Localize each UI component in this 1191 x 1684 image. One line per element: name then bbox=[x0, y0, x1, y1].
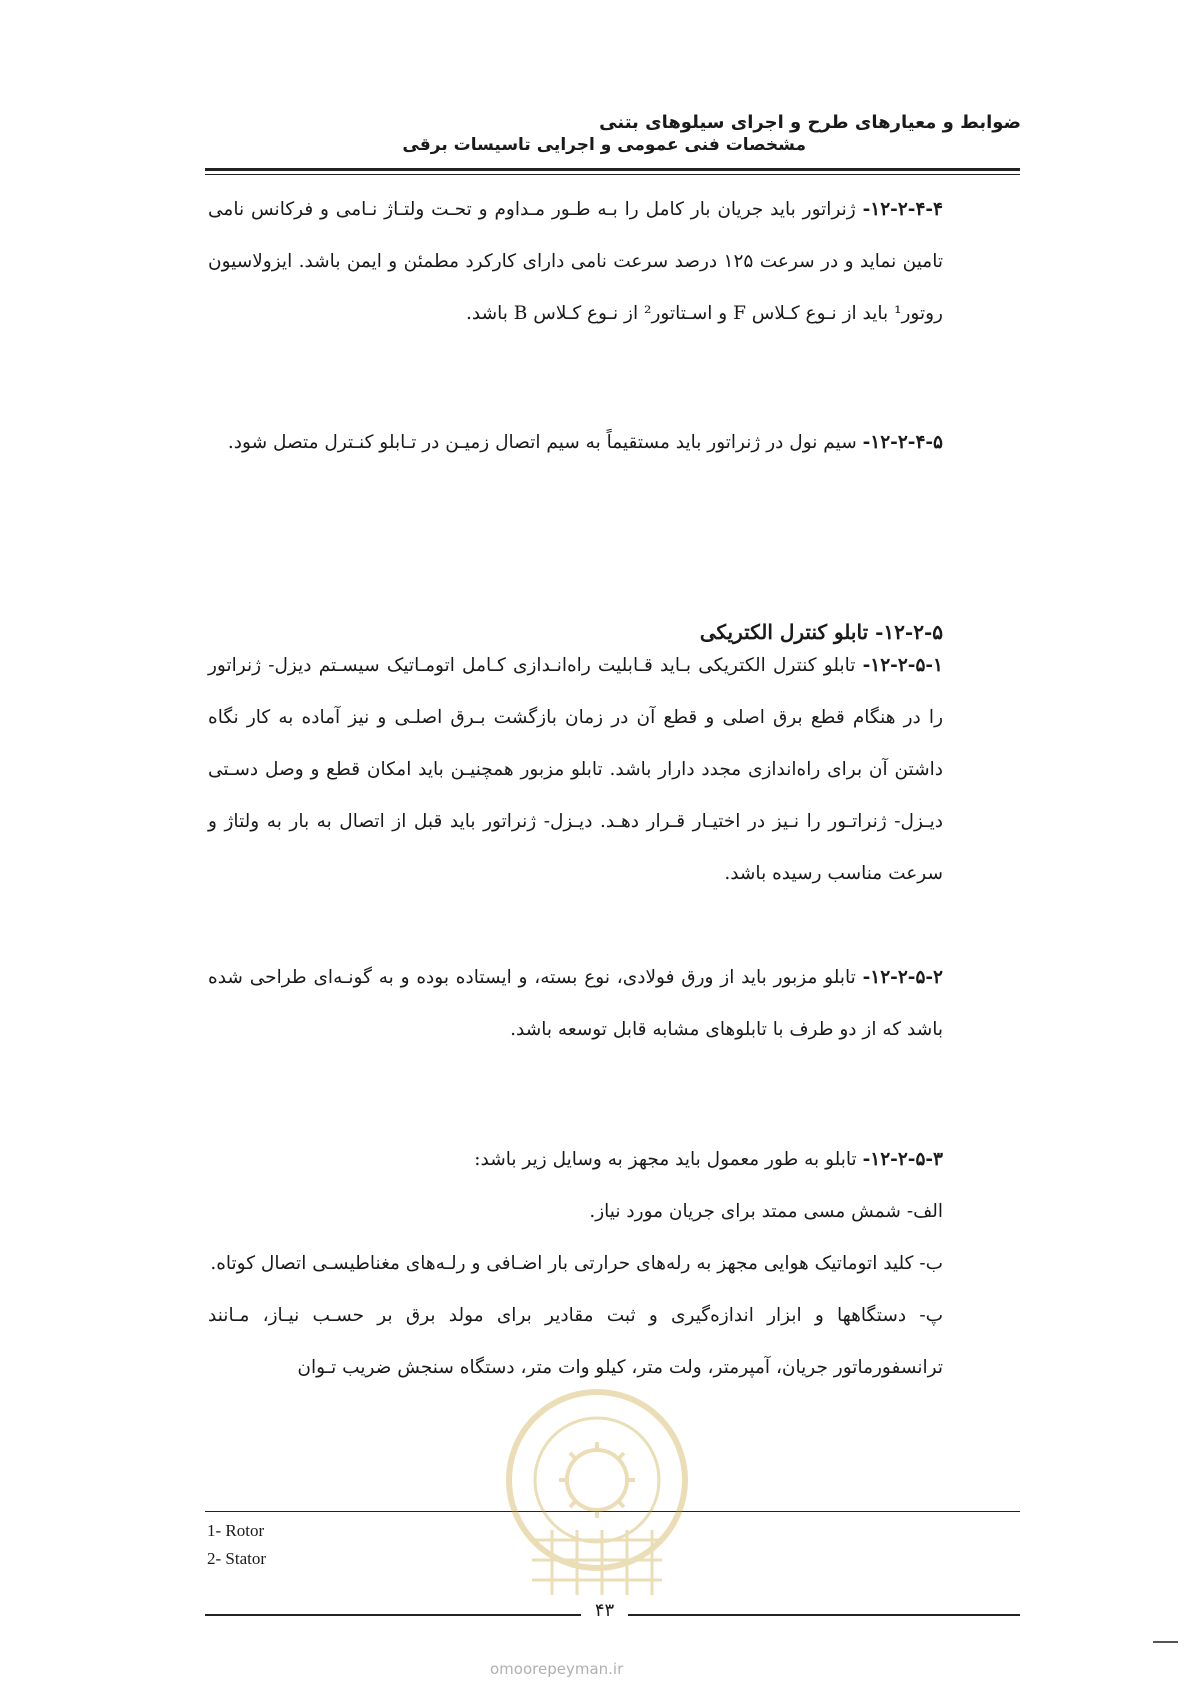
footer-rule-right bbox=[628, 1614, 1020, 1616]
paragraph-text: تابلو کنترل الکتریکی بـاید قـابلیت راه‌انـدازی کـامل اتومـاتیک سیسـتم دیزل- ژنراتور را در هنگام قطع برق اصلی و قطع آن در زمان بازگشت بـرق اصلـی و نیز آماده به کار نگاه داشتن آن برای راه‌اندازی مجدد دارار باشد. تابلو مزبور همچنیـن باید امکان قطع و وصل دسـتی دیـزل- ژنراتـور را نـیز در اختیـار قـرار دهـد. دیـزل- ژنراتور باید قبل از اتصال به بار به ولتاژ و سرعت مناسب رسیده باشد. bbox=[208, 655, 943, 884]
header-rule-thick bbox=[205, 168, 1020, 171]
paragraph-number: ۱۲-۲-۵-۳- bbox=[862, 1149, 943, 1170]
paragraph-12-2-5-2 bbox=[208, 952, 943, 1056]
paragraph-12-2-5-1 bbox=[208, 640, 943, 900]
footnote-item: 1- Rotor bbox=[207, 1521, 265, 1540]
footnotes bbox=[207, 1517, 266, 1573]
section-heading: ۱۲-۲-۵- تابلو کنترل الکتریکی bbox=[699, 620, 943, 644]
watermark-seal-icon bbox=[492, 1380, 702, 1610]
paragraph-text: تابلو مزبور باید از ورق فولادی، نوع بسته، و ایستاده بوده و به گونـه‌ای طراحی شده باشد که از دو طرف با تابلوهای مشابه قابل توسعه باشد. bbox=[208, 967, 943, 1040]
paragraph-12-2-4-5 bbox=[208, 417, 943, 469]
list-item: پ- دستگاهها و ابزار اندازه‌گیری و ثبت مقادیر برای مولد برق بر حسـب نیـاز، مـانند ترانسفورماتور جریان، آمپرمتر، ولت متر، کیلو وات متر، دستگاه سنجش ضریب تـوان bbox=[208, 1305, 943, 1378]
footnote-item: 2- Stator bbox=[207, 1549, 267, 1568]
page-number: ۴۳ bbox=[594, 1600, 615, 1621]
list-item: ب- کلید اتوماتیک هوایی مجهز به رله‌های حرارتی بار اضـافی و رلـه‌های مغناطیسـی اتصال کوتاه. bbox=[210, 1253, 943, 1274]
paragraph-text: سیم نول در ژنراتور باید مستقیماً به سیم اتصال زمیـن در تـابلو کنـترل متصل شود. bbox=[227, 432, 863, 453]
paragraph-number: ۱۲-۲-۴-۵- bbox=[862, 432, 943, 453]
paragraph-text: ژنراتور باید جریان بار کامل را بـه طـور مـداوم و تحـت ولتـاژ نـامی و فرکانس نامی تامین نماید و در سرعت ۱۲۵ درصد سرعت نامی دارای کارکرد مطمئن و ایمن باشد. ایزولاسیون روتور¹ باید از نـوع کـلاس F و اسـتاتور² از نـوع کـلاس B باشد. bbox=[208, 199, 943, 324]
paragraph-number: ۱۲-۲-۵-۲- bbox=[862, 967, 943, 988]
watermark-site: omoorepeyman.ir bbox=[490, 1660, 624, 1678]
paragraph-number: ۱۲-۲-۵-۱- bbox=[862, 655, 943, 676]
paragraph-text: تابلو به طور معمول باید مجهز به وسایل زیر باشد: bbox=[474, 1149, 863, 1170]
book-title: ضوابط و معیارهای طرح و اجرای سیلوهای بتنی bbox=[599, 112, 1021, 133]
section-title: مشخصات فنی عمومی و اجرایی تاسیسات برقی bbox=[402, 135, 806, 155]
header-rule-thin bbox=[205, 174, 1020, 175]
paragraph-12-2-4-4 bbox=[208, 184, 943, 340]
list-item: الف- شمش مسی ممتد برای جریان مورد نیاز. bbox=[589, 1201, 943, 1222]
margin-mark bbox=[1153, 1641, 1178, 1643]
paragraph-number: ۱۲-۲-۴-۴- bbox=[862, 199, 943, 220]
footer-rule-left bbox=[205, 1614, 581, 1616]
paragraph-12-2-5-3 bbox=[208, 1134, 943, 1394]
